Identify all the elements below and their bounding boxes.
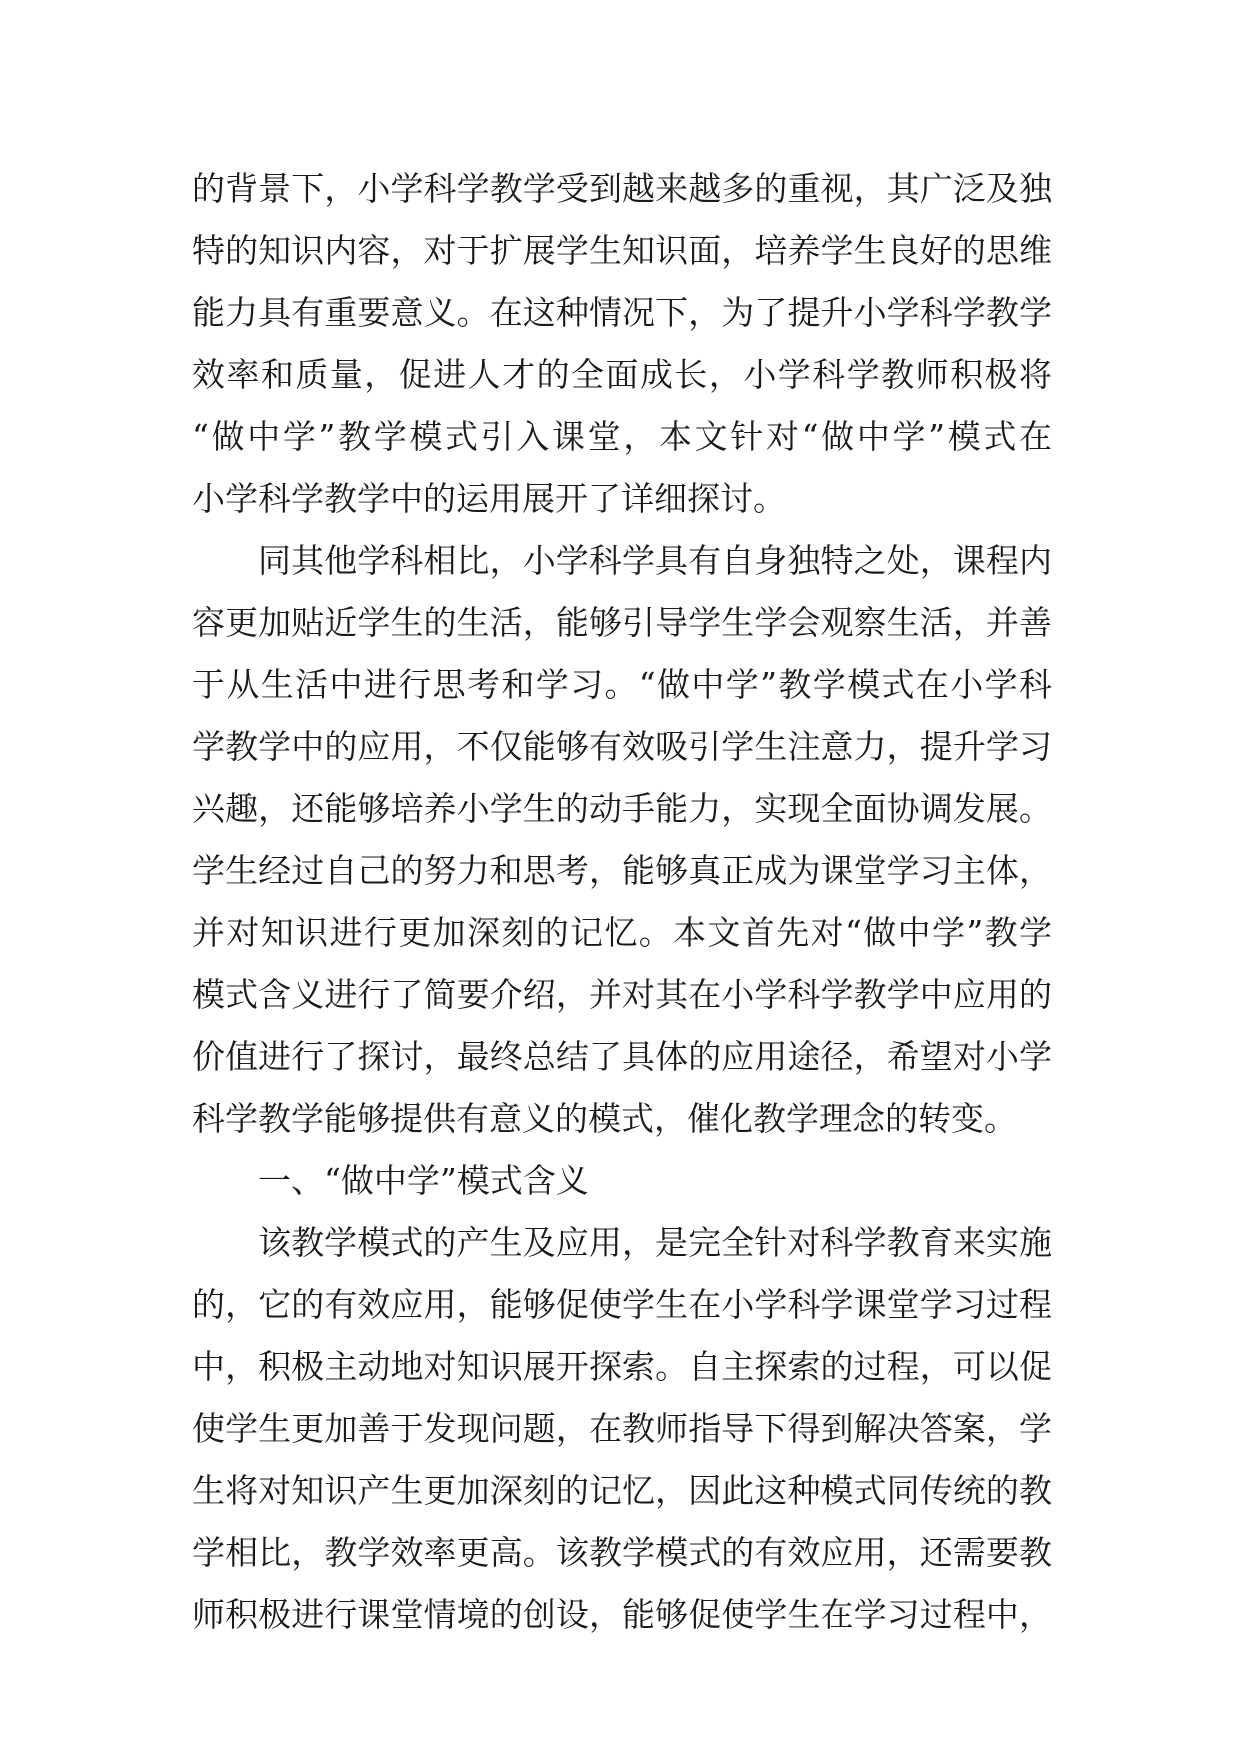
text-line: 学相比，教学效率更高。该教学模式的有效应用，还需要教 bbox=[192, 1533, 1052, 1572]
text-line: 并对知识进行更加深刻的记忆。本文首先对“做中学”教学 bbox=[192, 913, 1052, 952]
text-line: 科学教学能够提供有意义的模式，催化教学理念的转变。 bbox=[192, 1099, 1017, 1138]
text-line: 于从生活中进行思考和学习。“做中学”教学模式在小学科 bbox=[192, 665, 1052, 704]
text-line: 该教学模式的产生及应用，是完全针对科学教育来实施 bbox=[258, 1223, 1052, 1262]
text-line: 师积极进行课堂情境的创设，能够促使学生在学习过程中， bbox=[192, 1595, 1052, 1634]
text-column bbox=[192, 158, 1052, 1646]
text-line: 效率和质量，促进人才的全面成长，小学科学教师积极将 bbox=[192, 355, 1052, 394]
text-line: 使学生更加善于发现问题，在教师指导下得到解决答案，学 bbox=[192, 1409, 1052, 1448]
heading-text: 一、“做中学”模式含义 bbox=[258, 1161, 589, 1200]
text-line: 的，它的有效应用，能够促使学生在小学科学课堂学习过程 bbox=[192, 1285, 1052, 1324]
text-line: 能力具有重要意义。在这种情况下，为了提升小学科学教学 bbox=[192, 293, 1052, 332]
text-line: 的背景下，小学科学教学受到越来越多的重视，其广泛及独 bbox=[192, 169, 1052, 208]
text-line: 模式含义进行了简要介绍，并对其在小学科学教学中应用的 bbox=[192, 975, 1052, 1014]
text-line: 兴趣，还能够培养小学生的动手能力，实现全面协调发展。 bbox=[192, 789, 1052, 828]
text-line: 中，积极主动地对知识展开探索。自主探索的过程，可以促 bbox=[192, 1347, 1052, 1386]
text-line: 学教学中的应用，不仅能够有效吸引学生注意力，提升学习 bbox=[192, 727, 1052, 766]
text-line: 容更加贴近学生的生活，能够引导学生学会观察生活，并善 bbox=[192, 603, 1052, 642]
text-line: “做中学”教学模式引入课堂，本文针对“做中学”模式在 bbox=[192, 417, 1052, 456]
text-line: 特的知识内容，对于扩展学生知识面，培养学生良好的思维 bbox=[192, 231, 1052, 270]
paragraph-comparison bbox=[192, 530, 1052, 1150]
text-line: 学生经过自己的努力和思考，能够真正成为课堂学习主体， bbox=[192, 851, 1052, 890]
text-line: 小学科学教学中的运用展开了详细探讨。 bbox=[192, 479, 786, 518]
section-heading bbox=[192, 1150, 1052, 1212]
text-line: 价值进行了探讨，最终总结了具体的应用途径，希望对小学 bbox=[192, 1037, 1052, 1076]
paragraph-model-meaning bbox=[192, 1212, 1052, 1646]
paragraph-intro-continuation bbox=[192, 158, 1052, 530]
text-line: 生将对知识产生更加深刻的记忆，因此这种模式同传统的教 bbox=[192, 1471, 1052, 1510]
text-line: 同其他学科相比，小学科学具有自身独特之处，课程内 bbox=[258, 541, 1052, 580]
